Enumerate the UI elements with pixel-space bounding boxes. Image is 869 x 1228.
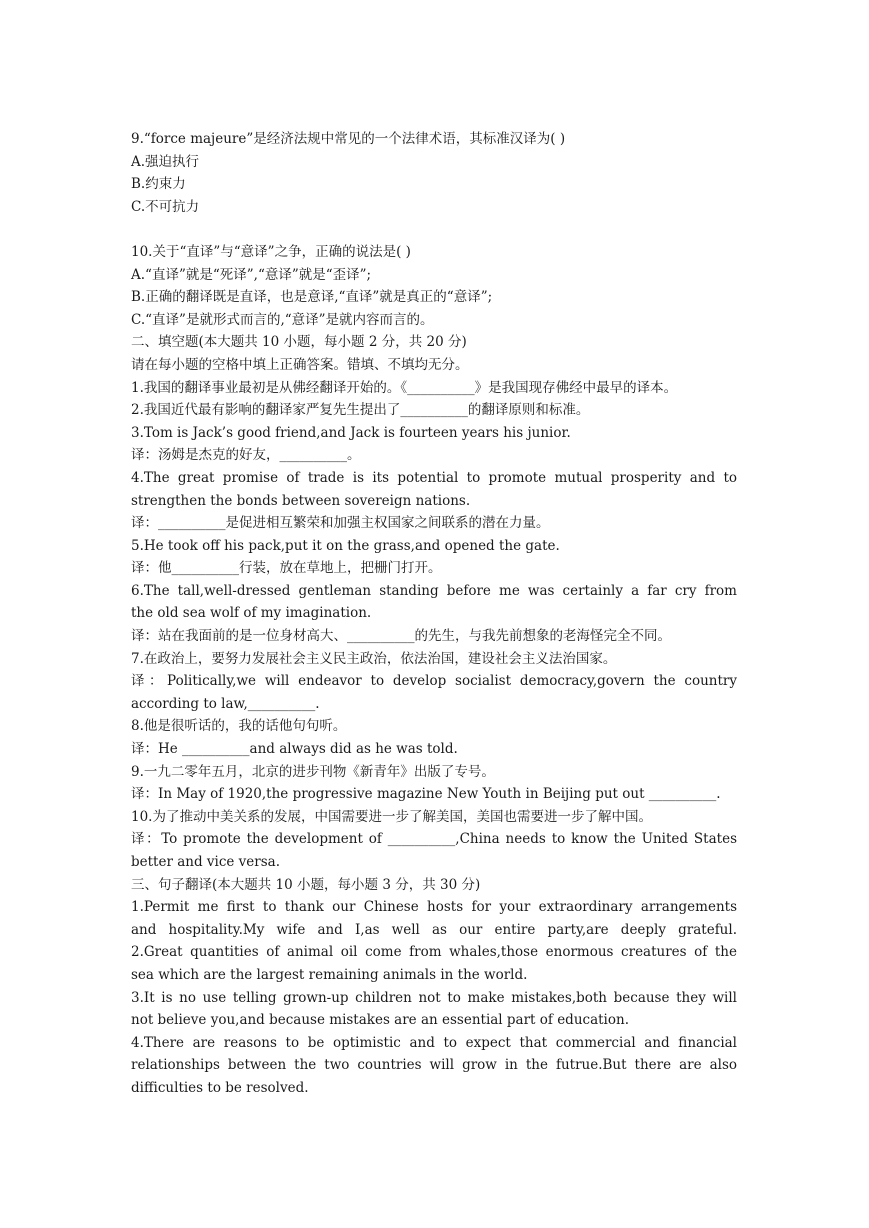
text-line: A.“直译”就是“死译”,“意译”就是“歪译”;: [131, 266, 372, 283]
document-body: [131, 128, 737, 1100]
text-line: 5.He took off his pack,put it on the grass,and opened the gate.: [131, 537, 560, 554]
text-line: B.约束力: [131, 176, 186, 193]
text-line: C.“直译”是就形式而言的,“意译”是就内容而言的。: [131, 311, 434, 328]
text-line: 译：To promote the development of __________,China needs to know the United States: [131, 831, 737, 848]
text-line: 译：他__________行装，放在草地上，把栅门打开。: [131, 560, 442, 577]
text-line: B.正确的翻译既是直译，也是意译,“直译”就是真正的“意译”;: [131, 289, 493, 306]
text-line: 4.The great promise of trade is its potential to promote mutual prosperity and to: [131, 469, 737, 486]
text-line: according to law,__________.: [131, 695, 320, 712]
blank-line: [131, 218, 737, 241]
text-line: 4.There are reasons to be optimistic and to expect that commercial and financial: [131, 1034, 737, 1051]
text-line: 1.Permit me first to thank our Chinese hosts for your extraordinary arrangements: [131, 899, 737, 916]
text-line: 二、填空题(本大题共 10 小题，每小题 2 分，共 20 分): [131, 334, 467, 351]
text-line: 译：汤姆是杰克的好友，__________。: [131, 447, 361, 464]
text-line: 9.一九二零年五月，北京的进步刊物《新青年》出版了专号。: [131, 763, 495, 780]
text-line: 译：Politically,we will endeavor to develop socialist democracy,govern the country: [131, 673, 737, 690]
text-line: 3.It is no use telling grown-up children not to make mistakes,both because they will: [131, 989, 737, 1006]
text-line: 3.Tom is Jack’s good friend,and Jack is fourteen years his junior.: [131, 424, 571, 441]
text-line: 2.Great quantities of animal oil come from whales,those enormous creatures of the: [131, 944, 737, 961]
text-line: 三、句子翻译(本大题共 10 小题，每小题 3 分，共 30 分): [131, 876, 481, 893]
text-line: 7.在政治上，要努力发展社会主义民主政治，依法治国，建设社会主义法治国家。: [131, 650, 617, 667]
text-line: 6.The tall,well-dressed gentleman standing before me was certainly a far cry from: [131, 582, 737, 599]
text-line: the old sea wolf of my imagination.: [131, 605, 372, 622]
text-line: 译：__________是促进相互繁荣和加强主权国家之间联系的潜在力量。: [131, 515, 550, 532]
text-line: sea which are the largest remaining animals in the world.: [131, 966, 528, 983]
text-line: strengthen the bonds between sovereign nations.: [131, 492, 471, 509]
text-line: 1.我国的翻译事业最初是从佛经翻译开始的。《__________》是我国现存佛经中最早的译本。: [131, 379, 678, 396]
text-line: 译：He __________and always did as he was told.: [131, 741, 458, 758]
text-line: difficulties to be resolved.: [131, 1079, 309, 1096]
text-line: 请在每小题的空格中填上正确答案。错填、不填均无分。: [131, 356, 469, 373]
text-line: 9.“force majeure”是经济法规中常见的一个法律术语，其标准汉译为( ): [131, 131, 566, 147]
text-line: 10.为了推动中美关系的发展，中国需要进一步了解美国，美国也需要进一步了解中国。: [131, 808, 652, 825]
text-line: 译：In May of 1920,the progressive magazine New Youth in Beijing put out __________.: [131, 786, 721, 803]
text-line: relationships between the two countries will grow in the futrue.But there are also: [131, 1057, 737, 1074]
text-line: 10.关于“直译”与“意译”之争，正确的说法是( ): [131, 243, 411, 260]
text-line: C.不可抗力: [131, 198, 200, 215]
text-line: A.强迫执行: [131, 153, 200, 170]
text-line: not believe you,and because mistakes are an essential part of education.: [131, 1012, 629, 1029]
text-line: 2.我国近代最有影响的翻译家严复先生提出了__________的翻译原则和标准。: [131, 402, 590, 419]
text-line: better and vice versa.: [131, 854, 281, 870]
text-line: and hospitality.My wife and I,as well as our entire party,are deeply grateful.: [131, 921, 737, 938]
text-line: 8.他是很听话的，我的话他句句听。: [131, 718, 347, 735]
text-line: 译：站在我面前的是一位身材高大、__________的先生，与我先前想象的老海怪完全不同。: [131, 628, 671, 645]
